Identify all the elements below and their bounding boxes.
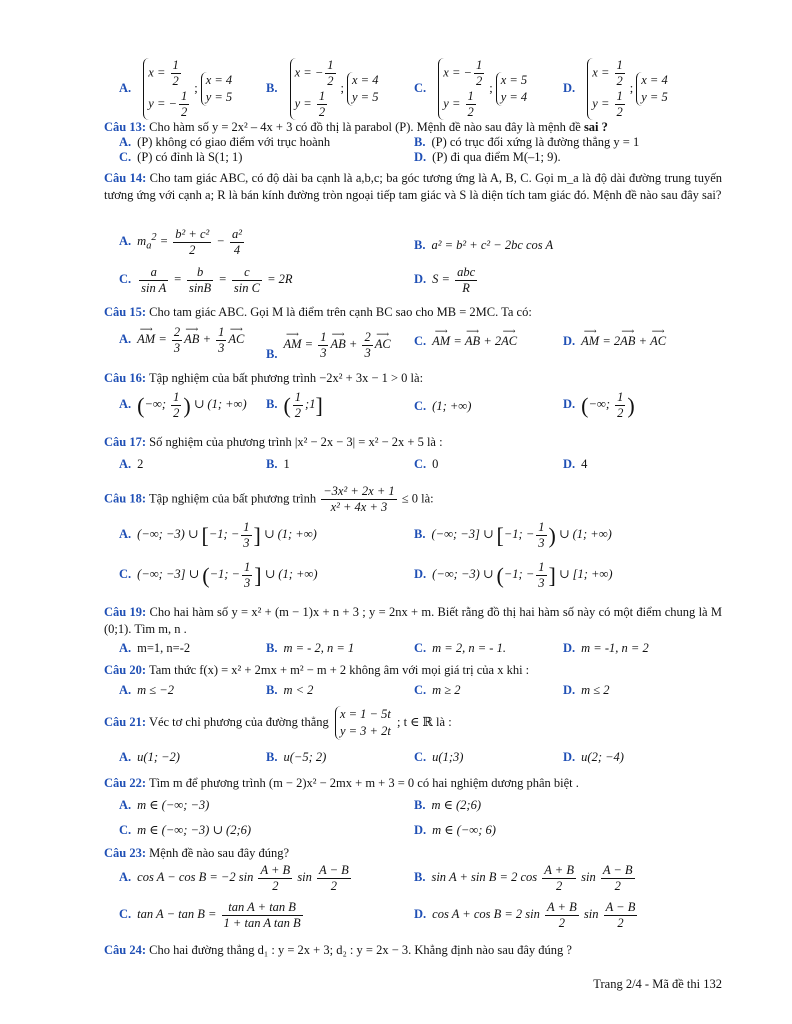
q15-option-c[interactable]: C.⟶ AM = ⟶ AB + 2⟶ AC <box>414 333 517 350</box>
q23-option-a[interactable]: A. cos A − cos B = −2 sin $\frac{A + B}{2}$ sin $\frac{A - B}{2}$ <box>119 863 349 893</box>
q21-option-b[interactable]: B. u(−5; 2) <box>266 750 327 764</box>
q16-option-c[interactable]: C. (1; +∞) <box>414 399 472 413</box>
q19-option-a[interactable]: A. m=1, n=-2 <box>119 641 191 655</box>
q16-option-d[interactable]: D. (−∞; $\frac{1}{2}$ ) <box>563 390 635 420</box>
q19-option-d[interactable]: D. m = -1, n = 2 <box>563 641 649 655</box>
q22-option-b[interactable]: B. m ∈ (2;6) <box>414 798 481 812</box>
q18-option-a[interactable]: A. (−∞; −3) ∪ [−1; − $\frac{1}{3}$ ] ∪ (1; +∞) <box>119 520 317 550</box>
q20-option-c[interactable]: C. m ≥ 2 <box>414 683 461 697</box>
q15-option-d[interactable]: D.⟶ AM = 2⟶ AB + ⟶ AC <box>563 333 666 350</box>
q20-option-a[interactable]: A. m ≤ −2 <box>119 683 174 697</box>
q23-option-d[interactable]: D. cos A + cos B = 2 sin $\frac{A + B}{2}$ sin $\frac{A - B}{2}$ <box>414 900 636 930</box>
q18-stem: Câu 18: Tập nghiệm của bất phương trình $\frac{\text{−3x² + 2x + 1}}{\text{x² + 4x + 3}}$ ≤ 0 là: <box>104 484 434 514</box>
q17-option-c[interactable]: C. 0 <box>414 457 439 471</box>
q12-option-a[interactable]: A. x = $\frac{1}{2}$ y = − $\frac{1}{2}$ ; x = 4 y = 5 <box>119 58 233 119</box>
q22-option-d[interactable]: D. m ∈ (−∞; 6) <box>414 823 496 837</box>
q22-stem: Câu 22: Tìm m để phương trình (m − 2)x² − 2mx + m + 3 = 0 có hai nghiệm dương phân biệt . <box>104 776 579 790</box>
q19-option-c[interactable]: C. m = 2, n = - 1. <box>414 641 506 655</box>
q21-option-d[interactable]: D. u(2; −4) <box>563 750 624 764</box>
q12-option-d[interactable]: D. x = $\frac{1}{2}$ y = $\frac{1}{2}$ ; x = 4 y = 5 <box>563 58 668 119</box>
q14-option-c[interactable]: C. $\frac{a}{\text{sin A}}$ = $\frac{b}{\sin B}$ = $\frac{c}{\text{sin C}}$ = 2R <box>119 265 293 295</box>
q14-option-d[interactable]: D. S = $\frac{\text{abc}}{R}$ <box>414 265 476 295</box>
q22-option-c[interactable]: C. m ∈ (−∞; −3) ∪ (2;6) <box>119 823 252 837</box>
q14-option-a[interactable]: A. $m_a^2$ = $\frac{\text{b² + c²}}{2}$ − $\frac{\text{a²}}{4}$ <box>119 227 242 257</box>
q12-option-c[interactable]: C. x = − $\frac{1}{2}$ y = $\frac{1}{2}$ ; x = 5 y = 4 <box>414 58 528 119</box>
q13-option-b[interactable]: B. (P) có trục đối xứng là đường thẳng y = 1 <box>414 135 640 149</box>
q17-option-b[interactable]: B. 1 <box>266 457 290 471</box>
q21-stem: Câu 21: Véc tơ chỉ phương của đường thẳng x = 1 − 5t y = 3 + 2t ; t ∈ ℝ là : <box>104 707 452 738</box>
q15-option-b[interactable]: B.⟶ AM = $\frac{1}{3}$ ⟶ AB + $\frac{2}{3}$ ⟶ AC <box>266 330 391 361</box>
q23-stem: Câu 23: Mệnh đề nào sau đây đúng? <box>104 846 290 860</box>
q20-option-b[interactable]: B. m < 2 <box>266 683 314 697</box>
q19-option-b[interactable]: B. m = - 2, n = 1 <box>266 641 355 655</box>
q17-option-a[interactable]: A. 2 <box>119 457 144 471</box>
q19-stem: Câu 19: Cho hai hàm số y = x² + (m − 1)x + n + 3 ; y = 2nx + m. Biết rằng đồ thị hai hàm số này có một điểm chung là M (0;1). Tìm m, n . <box>104 605 723 636</box>
q20-option-d[interactable]: D. m ≤ 2 <box>563 683 610 697</box>
q15-option-a[interactable]: A.⟶ AM = $\frac{2}{3}$ ⟶ AB + $\frac{1}{3}$ ⟶ AC <box>119 325 244 356</box>
q16-option-a[interactable]: A. (−∞; $\frac{1}{2}$ ) ∪ (1; +∞) <box>119 390 247 420</box>
q17-stem: Câu 17: Số nghiệm của phương trình |x² − 2x − 3| = x² − 2x + 5 là : <box>104 435 443 449</box>
page-footer: Trang 2/4 - Mã đề thi 132 <box>593 977 722 991</box>
q20-stem: Câu 20: Tam thức f(x) = x² + 2mx + m² − m + 2 không âm với mọi giá trị của x khi : <box>104 663 530 677</box>
q17-option-d[interactable]: D. 4 <box>563 457 588 471</box>
q23-option-c[interactable]: C. tan A − tan B = $\frac{\text{tan A + tan B}}{\text{1 + tan A tan B}}$ <box>119 900 301 930</box>
q14-option-b[interactable]: B. a² = b² + c² − 2bc cos A <box>414 238 554 252</box>
q24-stem: Câu 24: Cho hai đường thẳng d₁ : y = 2x + 3; d₂ : y = 2x − 3. Khẳng định nào sau đây đúng ? <box>104 943 572 957</box>
q15-stem: Câu 15: Cho tam giác ABC. Gọi M là điểm trên cạnh BC sao cho MB = 2MC. Ta có: <box>104 305 532 319</box>
q16-option-b[interactable]: B. ( $\frac{1}{2}$ ;1] <box>266 390 323 420</box>
q12-options <box>0 38 792 119</box>
q14-stem: Câu 14: Cho tam giác ABC, có độ dài ba cạnh là a,b,c; ba góc tương ứng là A, B, C. Gọi m_a là độ dài đường trung tuyến tương ứng với cạnh a; R là bán kính đường tròn ngoại tiếp tam giác và S là diện tích tam giác đó. Mệnh đề nào sau đây sai? <box>104 171 722 202</box>
q21-option-a[interactable]: A. u(1; −2) <box>119 750 180 764</box>
q21-option-c[interactable]: C. u(1;3) <box>414 750 464 764</box>
q13-stem: Câu 13: Cho hàm số y = 2x² – 4x + 3 có đồ thị là parabol (P). Mệnh đề nào sau đây là mệnh đề sai ? <box>104 120 608 134</box>
q23-option-b[interactable]: B. sin A + sin B = 2 cos $\frac{A + B}{2}$ sin $\frac{A - B}{2}$ <box>414 863 633 893</box>
q13-option-d[interactable]: D. (P) đi qua điểm M(–1; 9). <box>414 150 561 164</box>
q16-stem: Câu 16: Tập nghiệm của bất phương trình −2x² + 3x − 1 > 0 là: <box>104 371 424 385</box>
q18-option-d[interactable]: D. (−∞; −3) ∪ (−1; − $\frac{1}{3}$ ] ∪ [1; +∞) <box>414 560 613 590</box>
q22-option-a[interactable]: A. m ∈ (−∞; −3) <box>119 798 210 812</box>
q13-option-c[interactable]: C. (P) có đỉnh là S(1; 1) <box>119 150 243 164</box>
q18-option-c[interactable]: C. (−∞; −3] ∪ (−1; − $\frac{1}{3}$ ] ∪ (1; +∞) <box>119 560 318 590</box>
q12-option-b[interactable]: B. x = − $\frac{1}{2}$ y = $\frac{1}{2}$ ; x = 4 y = 5 <box>266 58 379 119</box>
q13-option-a[interactable]: A. (P) không có giao điểm với trục hoành <box>119 135 331 149</box>
q18-option-b[interactable]: B. (−∞; −3] ∪ [−1; − $\frac{1}{3}$ ) ∪ (1; +∞) <box>414 520 612 550</box>
